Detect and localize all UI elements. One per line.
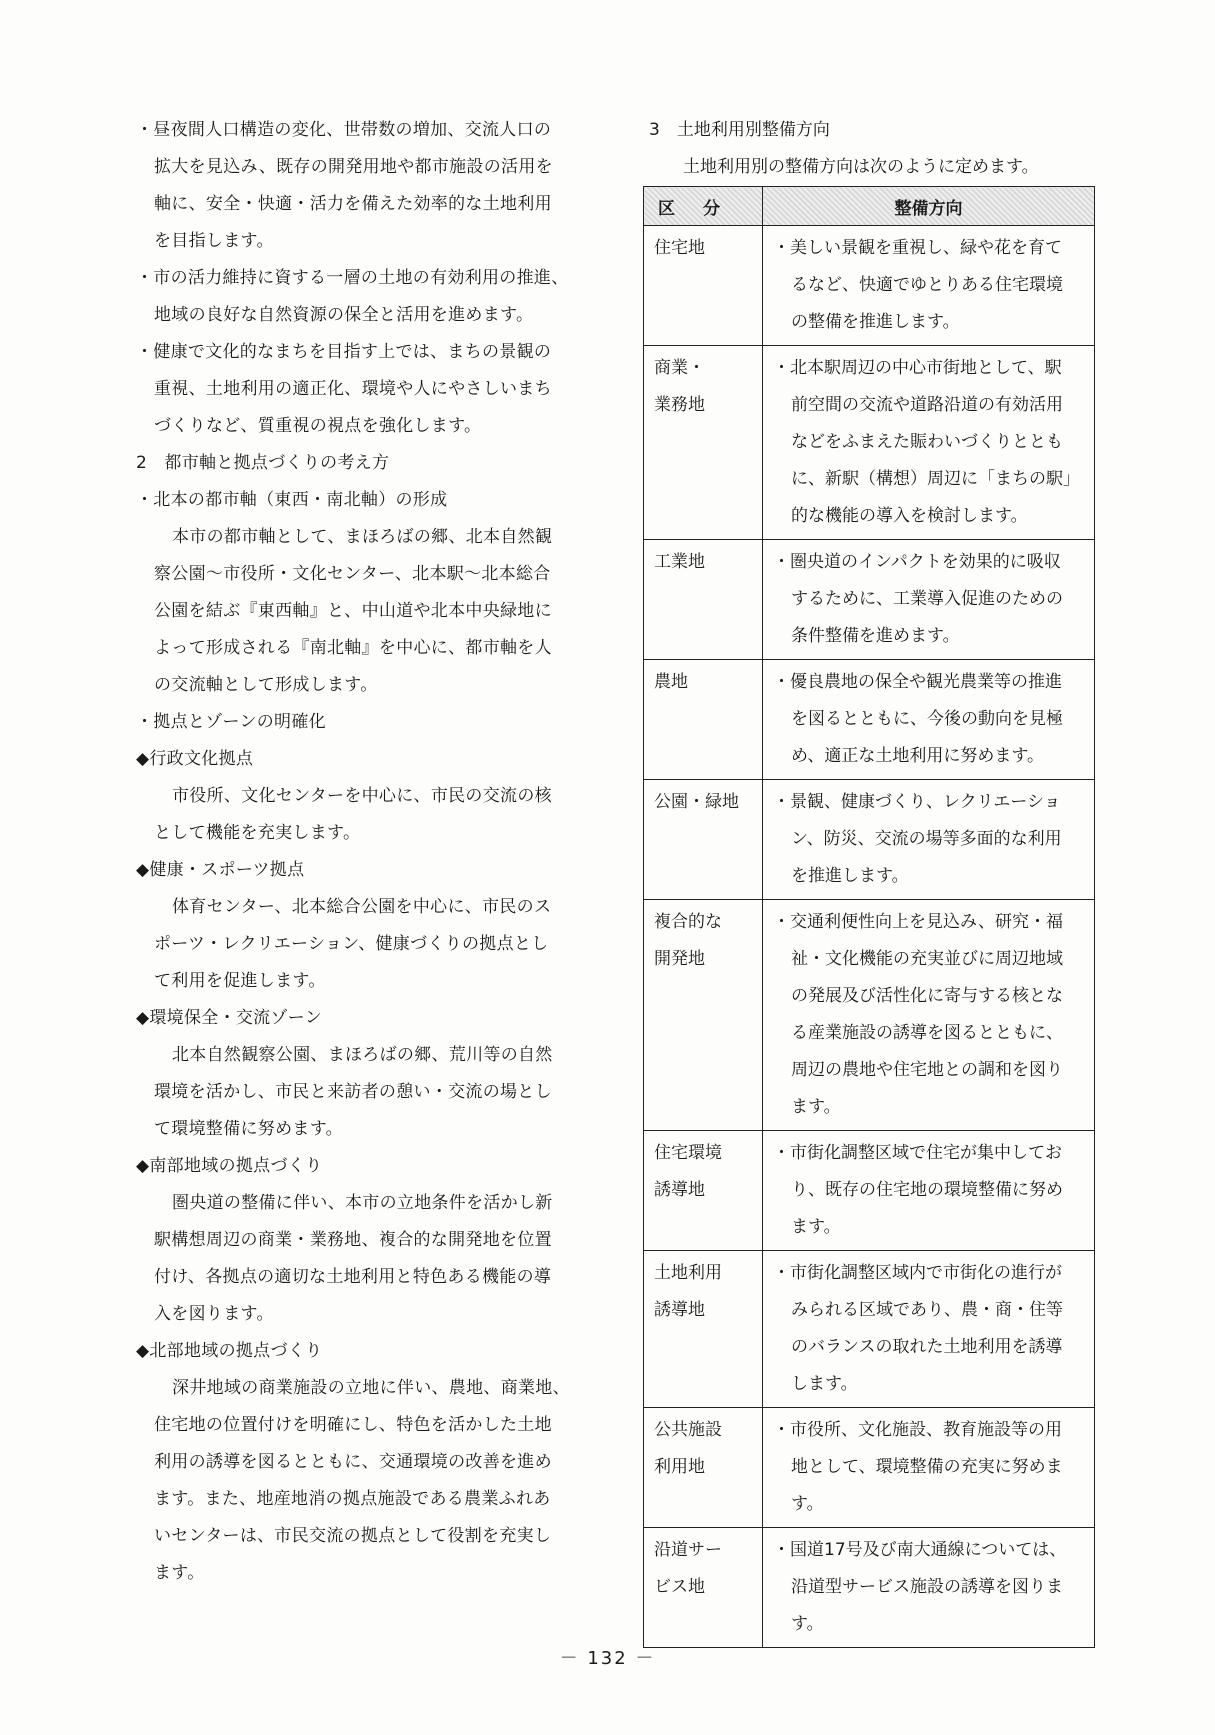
text-line: よって形成される『南北軸』を中心に、都市軸を人	[154, 638, 552, 658]
text-line: 地域の良好な自然資源の保全と活用を進めます。	[154, 305, 534, 325]
direction-line: め、適正な土地利用に努めます。	[791, 746, 1044, 766]
direction-line: ン、防災、交流の場等多面的な利用	[791, 829, 1062, 849]
direction-line: のバランスの取れた土地利用を誘導	[791, 1337, 1063, 1357]
category-label: 農地	[654, 672, 688, 692]
text-line: ◆北部地域の拠点づくり	[136, 1341, 323, 1361]
direction-cell	[763, 1408, 1095, 1528]
text-line: 2 都市軸と拠点づくりの考え方	[136, 453, 390, 473]
direction-line: す。	[791, 1494, 824, 1514]
direction-cell	[763, 1251, 1095, 1408]
direction-cell	[763, 900, 1095, 1131]
direction-line: ・美しい景観を重視し、緑や花を育て	[773, 238, 1062, 258]
text-line: の交流軸として形成します。	[154, 675, 378, 695]
direction-cell	[763, 660, 1095, 780]
text-line: づくりなど、質重視の視点を強化します。	[154, 416, 482, 436]
direction-line: 周辺の農地や住宅地との調和を図り	[791, 1060, 1063, 1080]
direction-line: ます。	[791, 1097, 841, 1117]
header-category: 区分	[644, 187, 763, 226]
direction-line: す。	[791, 1614, 824, 1634]
text-line: ます。また、地産地消の拠点施設である農業ふれあ	[154, 1489, 551, 1509]
direction-line: ・景観、健康づくり、レクリエーショ	[773, 792, 1061, 812]
category-cell	[644, 1408, 763, 1528]
direction-line: ・交通利便性向上を見込み、研究・福	[773, 912, 1064, 932]
table-row	[644, 1408, 1095, 1528]
text-line: を目指します。	[154, 231, 274, 251]
table-row	[644, 540, 1095, 660]
category-label: 公共施設	[654, 1420, 722, 1440]
text-line: て環境整備に努めます。	[154, 1119, 343, 1139]
direction-line: る産業施設の誘導を図るとともに、	[791, 1023, 1063, 1043]
text-line: 圏央道の整備に伴い、本市の立地条件を活かし新	[172, 1193, 553, 1213]
direction-line: ます。	[791, 1217, 841, 1237]
direction-line: ・国道17号及び南大通線については、	[773, 1540, 1067, 1560]
table-row	[644, 900, 1095, 1131]
table-row	[644, 660, 1095, 780]
category-cell	[644, 226, 763, 346]
text-line: いセンターは、市民交流の拠点として役割を充実し	[154, 1526, 552, 1546]
direction-line: を図るとともに、今後の動向を見極	[791, 709, 1063, 729]
section-heading: 3 土地利用別整備方向	[649, 120, 830, 140]
text-line: 北本自然観察公園、まほろばの郷、荒川等の自然	[172, 1045, 553, 1065]
direction-line: みられる区域であり、農・商・住等	[791, 1300, 1063, 1320]
text-line: 軸に、安全・快適・活力を備えた効率的な土地利用	[154, 194, 552, 214]
category-cell	[644, 346, 763, 540]
direction-cell	[763, 780, 1095, 900]
land-use-table	[643, 186, 1095, 1648]
table-row	[644, 226, 1095, 346]
page-number: － 132 －	[559, 1648, 656, 1669]
text-line: ・拠点とゾーンの明確化	[136, 712, 326, 732]
text-line: 公園を結ぶ『東西軸』と、中山道や北本中央緑地に	[154, 601, 552, 621]
category-cell	[644, 1131, 763, 1251]
direction-cell	[763, 540, 1095, 660]
text-line: ・市の活力維持に資する一層の土地の有効利用の推進、	[136, 268, 569, 288]
direction-line: ・圏央道のインパクトを効果的に吸収	[773, 552, 1061, 572]
header-direction: 整備方向	[763, 187, 1095, 226]
text-line: 利用の誘導を図るとともに、交通環境の改善を進め	[154, 1452, 552, 1472]
direction-line: り、既存の住宅地の環境整備に努め	[791, 1180, 1063, 1200]
text-line: 本市の都市軸として、まほろばの郷、北本自然観	[172, 527, 553, 547]
category-label: 沿道サー	[654, 1540, 722, 1560]
category-cell	[644, 900, 763, 1131]
category-cell	[644, 780, 763, 900]
left-column	[136, 112, 606, 1592]
text-line: ◆環境保全・交流ゾーン	[136, 1008, 323, 1028]
category-cell	[644, 540, 763, 660]
category-label: 誘導地	[654, 1180, 705, 1200]
direction-line: 条件整備を進めます。	[791, 626, 960, 646]
category-label: 複合的な	[654, 912, 722, 932]
text-line: ◆南部地域の拠点づくり	[136, 1156, 323, 1176]
text-line: 住宅地の位置付けを明確にし、特色を活かした土地	[154, 1415, 552, 1435]
direction-line: ・市街化調整区域で住宅が集中してお	[773, 1143, 1062, 1163]
text-line: ・健康で文化的なまちを目指す上では、まちの景観の	[136, 342, 552, 362]
right-column	[643, 112, 1095, 1648]
table-row	[644, 1131, 1095, 1251]
text-line: ・北本の都市軸（東西・南北軸）の形成	[136, 490, 448, 510]
table-row	[644, 346, 1095, 540]
text-line: ◆健康・スポーツ拠点	[136, 860, 305, 880]
text-line: て利用を促進します。	[154, 971, 326, 991]
text-line: ます。	[154, 1563, 205, 1583]
text-line: として機能を充実します。	[154, 823, 361, 843]
direction-line: ・市役所、文化施設、教育施設等の用	[773, 1420, 1062, 1440]
table-row	[644, 1528, 1095, 1648]
direction-cell	[763, 1528, 1095, 1648]
text-line: 環境を活かし、市民と来訪者の憩い・交流の場とし	[154, 1082, 552, 1102]
table-row	[644, 1251, 1095, 1408]
direction-line: の整備を推進します。	[791, 312, 960, 332]
table-row	[644, 780, 1095, 900]
text-line: 入を図ります。	[154, 1304, 274, 1324]
text-line: ・昼夜間人口構造の変化、世帯数の増加、交流人口の	[136, 120, 552, 140]
direction-line: に、新駅（構想）周辺に「まちの駅」	[791, 469, 1080, 489]
direction-cell	[763, 346, 1095, 540]
text-line: 察公園～市役所・文化センター、北本駅～北本総合	[154, 564, 551, 584]
category-cell	[644, 1251, 763, 1408]
direction-line: るなど、快適でゆとりある住宅環境	[791, 275, 1063, 295]
category-cell	[644, 1528, 763, 1648]
category-label: 開発地	[654, 949, 705, 969]
category-label: 誘導地	[654, 1300, 705, 1320]
direction-cell	[763, 226, 1095, 346]
direction-line: ・北本駅周辺の中心市街地として、駅	[773, 358, 1062, 378]
direction-line: などをふまえた賑わいづくりととも	[791, 432, 1063, 452]
direction-line: ・市街化調整区域内で市街化の進行が	[773, 1263, 1062, 1283]
text-line: 付け、各拠点の適切な土地利用と特色ある機能の導	[154, 1267, 552, 1287]
table-header-row	[644, 187, 1095, 226]
direction-line: するために、工業導入促進のための	[791, 589, 1063, 609]
text-line: 市役所、文化センターを中心に、市民の交流の核	[172, 786, 552, 806]
table-body	[644, 226, 1095, 1648]
direction-line: を推進します。	[791, 866, 909, 886]
category-label: 商業・	[654, 358, 705, 378]
text-line: 拡大を見込み、既存の開発用地や都市施設の活用を	[154, 157, 553, 177]
category-label: 住宅環境	[654, 1143, 722, 1163]
category-label: 住宅地	[654, 238, 705, 258]
direction-line: します。	[791, 1374, 858, 1394]
direction-line: 前空間の交流や道路沿道の有効活用	[791, 395, 1063, 415]
direction-line: の発展及び活性化に寄与する核とな	[791, 986, 1063, 1006]
direction-cell	[763, 1131, 1095, 1251]
direction-line: 祉・文化機能の充実並びに周辺地域	[791, 949, 1063, 969]
text-line: 深井地域の商業施設の立地に伴い、農地、商業地、	[172, 1378, 570, 1398]
direction-line: ・優良農地の保全や観光農業等の推進	[773, 672, 1062, 692]
category-label: 公園・緑地	[654, 792, 739, 812]
category-label: 業務地	[654, 395, 705, 415]
category-label: 工業地	[654, 552, 705, 572]
text-line: 体育センター、北本総合公園を中心に、市民のス	[172, 897, 552, 917]
category-cell	[644, 660, 763, 780]
category-label: 利用地	[654, 1457, 705, 1477]
text-line: 重視、土地利用の適正化、環境や人にやさしいまち	[154, 379, 552, 399]
text-line: 駅構想周辺の商業・業務地、複合的な開発地を位置	[154, 1230, 552, 1250]
section-intro: 土地利用別の整備方向は次のように定めます。	[683, 157, 1039, 177]
text-line: ポーツ・レクリエーション、健康づくりの拠点とし	[154, 934, 549, 954]
category-label: 土地利用	[654, 1263, 722, 1283]
direction-line: 沿道型サービス施設の誘導を図りま	[791, 1577, 1063, 1597]
direction-line: 地として、環境整備の充実に努めま	[791, 1457, 1063, 1477]
category-label: ビス地	[654, 1577, 705, 1597]
text-line: ◆行政文化拠点	[136, 749, 254, 769]
direction-line: 的な機能の導入を検討します。	[791, 506, 1028, 526]
